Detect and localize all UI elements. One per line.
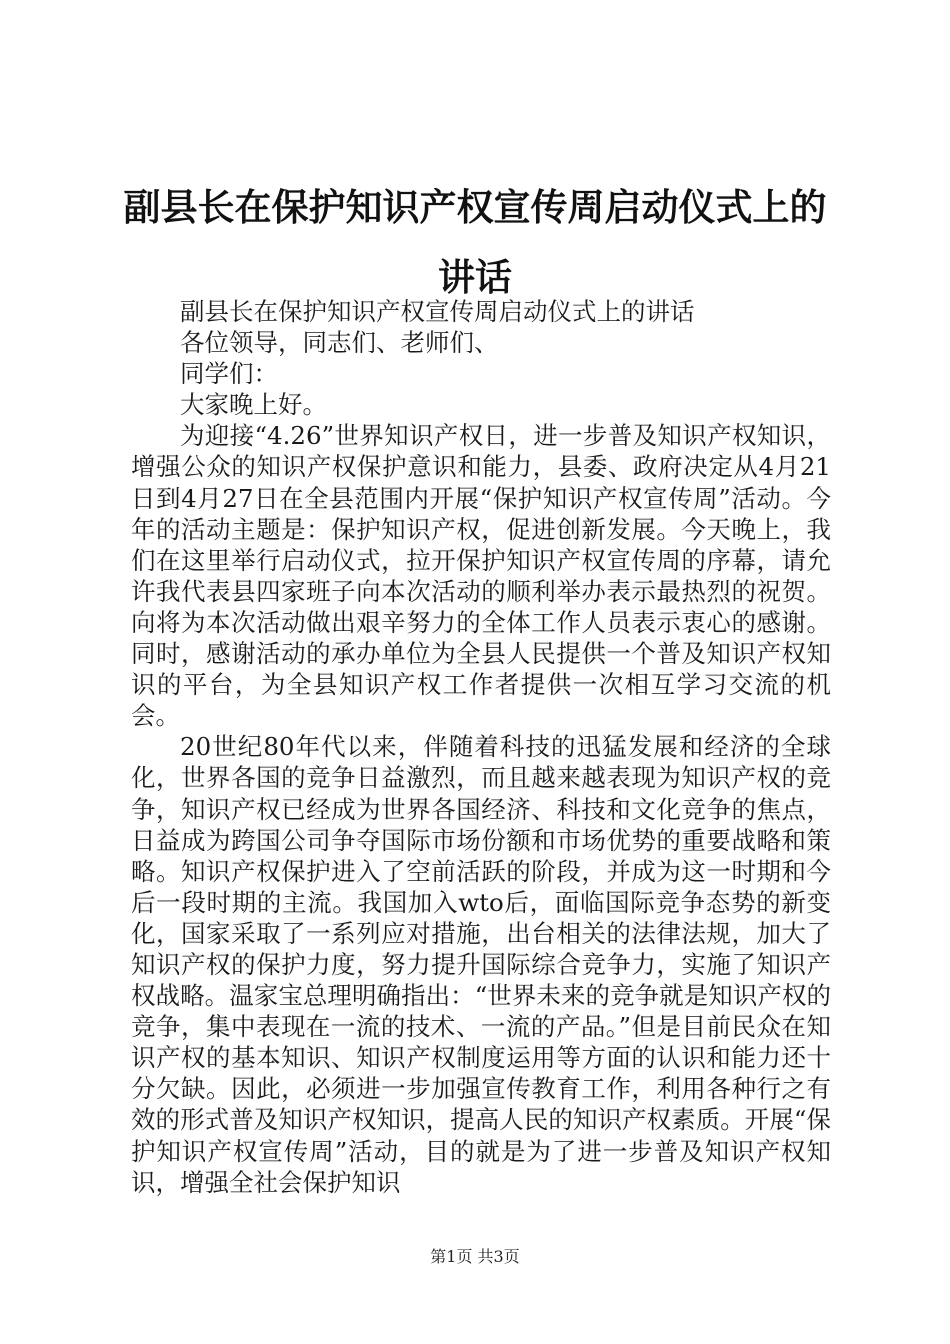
document-body xyxy=(131,296,831,1198)
body-paragraph: 大家晚上好。 xyxy=(180,390,327,420)
body-paragraph: 副县长在保护知识产权宣传周启动仪式上的讲话 xyxy=(180,297,695,326)
page-footer: 第1页 共3页 xyxy=(430,1247,520,1266)
body-paragraph: 各位领导，同志们、老师们、 xyxy=(180,328,499,358)
body-paragraph: 20世纪80年代以来，伴随着科技的迅猛发展和经济的全球化，世界各国的竞争日益激烈，而且越来越表现为知识产权的竞争，知识产权已经成为世界各国经济、科技和文化竞争的焦点，日益成为跨国公司争夺国际市场份额和市场优势的重要战略和策略。知识产权保护进入了空前活跃的阶段，并成为这一时期和今后一段时期的主流。我国加入wto后，面临国际竞争态势的新变化，国家采取了一系列应对措施，出台相关的法律法规，加大了知识产权的保护力度，努力提升国际综合竞争力，实施了知识产权战略。温家宝总理明确指出：“世界未来的竞争就是知识产权的竞争，集中表现在一流的技术、一流的产品。”但是目前民众在知识产权的基本知识、知识产权制度运用等方面的认识和能力还十分欠缺。因此，必须进一步加强宣传教育工作，利用各种行之有效的形式普及知识产权知识，提高人民的知识产权素质。开展“保护知识产权宣传周”活动，目的就是为了进一步普及知识产权知识，增强全社会保护知识 xyxy=(131,732,831,1197)
body-paragraph: 同学们： xyxy=(180,359,278,389)
body-paragraph: 为迎接“4.26”世界知识产权日，进一步普及知识产权知识，增强公众的知识产权保护意识和能力，县委、政府决定从4月21日到4月27日在全县范围内开展“保护知识产权宣传周”活动。今年的活动主题是：保护知识产权，促进创新发展。今天晚上，我们在这里举行启动仪式，拉开保护知识产权宣传周的序幕，请允许我代表县四家班子向本次活动的顺利举办表示最热烈的祝贺。向将为本次活动做出艰辛努力的全体工作人员表示衷心的感谢。同时，感谢活动的承办单位为全县人民提供一个普及知识产权知识的平台，为全县知识产权工作者提供一次相互学习交流的机会。 xyxy=(131,421,831,731)
document-title: 副县长在保护知识产权宣传周启动仪式上的讲话 xyxy=(123,185,827,299)
